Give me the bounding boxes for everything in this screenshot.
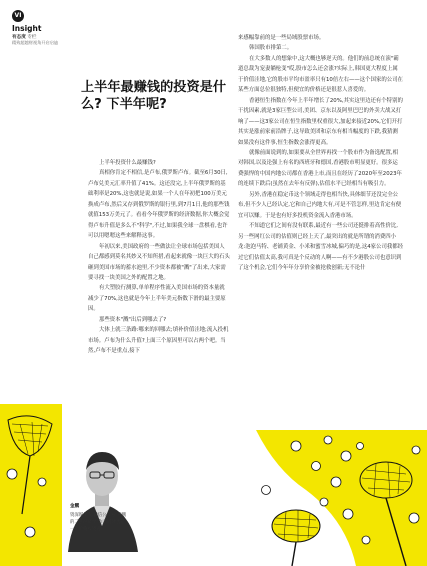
article-title: 上半年最赚钱的投资是什么? 下半年呢? — [81, 80, 227, 112]
paragraph: 有大塑胶行测算,单单程序性流入美国市场的资本量就减少了70%,这也就是今年上半年美元指数下滑的最主要原因。 — [88, 285, 226, 313]
coin-net-illustration-left — [0, 404, 62, 566]
paragraph: 另外,香港在稳定币这个领域走得也相当快,具体细节还没完全公布,但不少人已经认定,它和自己内地大有,可是不管怎样,里边肯定有便宜可以赚。于是也有好多投机资金流入香港市场。 — [238, 191, 402, 219]
paragraph: 真相你肯定不相信,是卢布,俄罗斯卢布。截至6月30日,卢布兑美元汇率升值了41%。这还没完,上半年俄罗斯的基础利率是20%,这也就是说,如果一个人在年初把100万美元换成卢布,然后又存到俄罗斯的银行里,到7月1日,他的那些钱就值153万美元了。看看今年俄罗斯的经济数据,你大概会觉得卢布升值是多么不"科学",不过,如果我全球一盘棋看,也许可以用嗯嗯这些来解释这事。 — [88, 170, 230, 240]
article-column-right — [238, 33, 403, 273]
section-badge: VI — [12, 10, 24, 22]
author-bio: 资深媒体人,微信公众号"辨鹏的二手经济学"作者同时也是一个价值投资者。 — [70, 513, 127, 532]
paragraph: 上半年投资什么最赚钱? — [99, 160, 156, 166]
column-label: 专栏 — [27, 35, 37, 40]
paragraph: 那些资本"溅"出后到哪去了? — [99, 316, 167, 323]
author-portrait — [62, 440, 142, 552]
paragraph: 韩国股市排第二。 — [249, 45, 293, 52]
coin-net-illustration — [236, 430, 427, 566]
paragraph: 来感幅靠前的是一些局域股票市场。 — [238, 35, 325, 41]
section-name: Insight — [12, 24, 42, 33]
article-column-left — [88, 158, 230, 357]
paragraph: 不知道它们之间有没有联系,最近有一些公司还挺排着高性价比,另一些网红公司的估值则已经上天了,最突出的就是所谓的消费四小龙:泡泡马特、老铺黄金、小米和蜜雪冰城,偏巧的是,这4家公司我都经过它们估值太高,我可真是个反动的人啊——有不少港股公司也意识到了这个机会,它们今年年分享价金被抢救创新;无不论什 — [238, 223, 404, 271]
paragraph: 香港恒生指数在今年上半年增长了20%,其实这里边还有个特别的干扰因素,就是3家巨型公司,美团、京东以及阿里巴巴的外卖大战又打响了——这3家公司在恒生指数里权重很大,加起来接近20%,它们开打其实是涨前家前沿牌子,这导致美团和京东有相当幅度的下跌,我猜测如果没有这件事,恒生指数会涨得更高。 — [238, 97, 403, 146]
author-name: 金鹏 — [70, 504, 80, 509]
paragraph: 年初以来,美国政府的一些做法让全球市场包括美国人自己都感到莫名其妙又不知所措,看起来就像一块巨大的石头砸到美国市场的蓄水池里,不少资本都被"溅"了出来,大家需要寻找一块美国之外的配置之地。 — [88, 243, 230, 281]
paragraph: 就像前面说到的,如果要从全世界再找一个股市作为备选配置,相对韩国,以及论强上有名的西班牙和德国,香港股市明显更好。很多运费强悍的中国内地公司都在香港上市,而且在经历了2020年至2023年的连续下跌后(虽然在去年有反弹),估值水平已经相当有吸引力。 — [238, 149, 402, 188]
paragraph: 大体上就三条路:哪来的回哪去;填补价值洼地;流入投机市场。卢布为什么升值?上面三个原因里可以占两个吧。当然,卢布不是重点,接下 — [88, 327, 229, 355]
paragraph: 在大多数人的想象中,这大概也够逆天的。他们的前总统在演"霸道总裁为宠妻躺枪变"哎,股市怎么还会涨?实际上,韩国更大程度上属于价值洼地,它的股市平均市盈率只有10倍左右——这个国家的公司在某些方面总位很独特,但便宜的价格还是很惹人喜爱的。 — [238, 55, 403, 94]
column-description: 精致超越财视角开启启迪 — [12, 40, 59, 45]
column-author: 有态度 — [12, 35, 26, 40]
